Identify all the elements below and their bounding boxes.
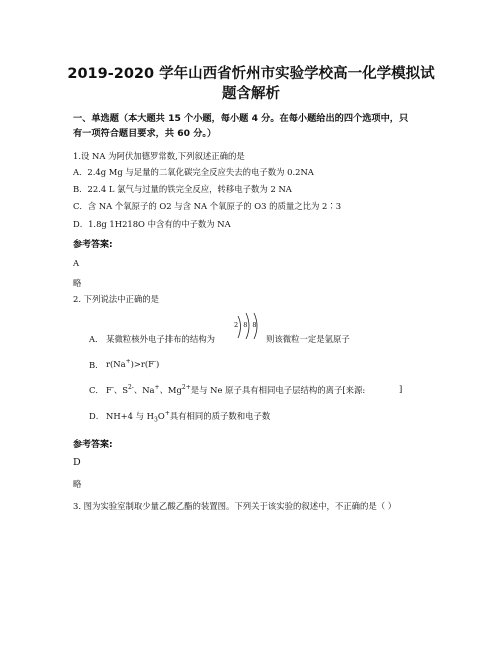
- q2-answer-label: 参考答案:: [73, 440, 113, 450]
- q2-stem: 2. 下列说法中正确的是: [73, 294, 160, 304]
- q2-option-c-label: C．: [89, 385, 104, 395]
- q2-option-a-suffix: 则该微粒一定是氩原子: [266, 334, 350, 344]
- q2-answer: D: [73, 457, 81, 468]
- document-title-line2: 题含解析: [222, 86, 280, 102]
- q1-explanation: 略: [73, 278, 82, 288]
- q2-option-d-label: D．: [89, 411, 105, 421]
- section-heading-line2: 有一项符合题目要求，共 60 分。）: [73, 128, 217, 139]
- q1-option-b: B．22.4 L 氯气与过量的铁完全反应，转移电子数为 2 NA: [73, 184, 292, 194]
- q2-explanation: 略: [73, 479, 82, 489]
- q2-option-c-text: F-、$S^{2-}$、Na+、$Mg^{2+}$是与 Ne 原子具有相同电子层结构的离子[来源:: [106, 384, 366, 395]
- document-title-line1: 2019-2020 学年山西省忻州市实验学校高一化学模拟试: [67, 66, 435, 82]
- q2-option-b-text: r(Na+)>r(F-): [106, 358, 160, 369]
- q1-option-d: D．1.8g 1H218O 中含有的中子数为 NA: [73, 219, 231, 229]
- q1-option-a: A．2.4g Mg 与足量的二氧化碳完全反应失去的电子数为 0.2NA: [73, 167, 314, 177]
- q1-answer: A: [73, 258, 80, 268]
- q2-option-a-prefix: A． 某微粒核外电子排布的结构为: [89, 334, 215, 344]
- electron-shell-diagram: [232, 312, 266, 342]
- q3-stem: 3. 图为实验室制取少量乙酸乙酯的装置图。下列关于该实验的叙述中，不正确的是（ ）: [73, 501, 397, 511]
- q1-answer-label: 参考答案:: [73, 240, 113, 250]
- q1-option-c: C．含 NA 个氧原子的 O2 与含 NA 个氧原子的 O3 的质量之比为 2∶3: [73, 201, 342, 211]
- q2-option-d-text: NH+4 与 $H_3O^+$具有相同的质子数和电子数: [106, 410, 271, 424]
- electron-shell-counts: 2 8 8: [234, 321, 259, 329]
- section-heading-line1: 一、单选题（本大题共 15 个小题，每小题 4 分。在每小题给出的四个选项中，只: [73, 113, 409, 124]
- q2-option-b-label: B．: [89, 360, 104, 370]
- q1-stem: 1.设 NA 为阿伏加德罗常数,下列叙述正确的是: [73, 151, 245, 161]
- q2-option-c-bracket: ]: [399, 384, 403, 394]
